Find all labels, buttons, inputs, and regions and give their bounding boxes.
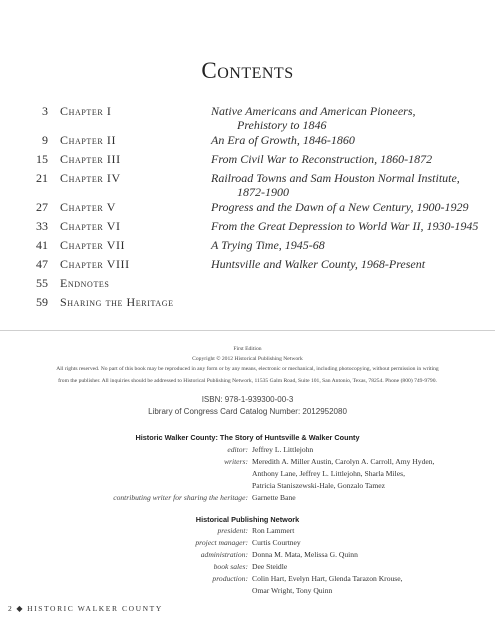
credit-name: Ron Lammert [252,526,295,535]
publisher-heading: Historical Publishing Network [195,515,300,524]
loc-number: Library of Congress Card Catalog Number: 2012952080 [148,407,347,416]
credit-role: book sales: [213,562,248,571]
toc-chapter-label: Chapter V [60,200,116,214]
toc-chapter-label: Chapter IV [60,171,121,185]
credit-name: Omar Wright, Tony Quinn [252,586,333,595]
toc-title-line: Railroad Towns and Sam Houston Normal Institute, [211,171,460,185]
toc-page-number: 9 [42,133,48,147]
credit-name: Garnette Bane [252,493,296,502]
toc-page-number: 47 [36,257,48,271]
page-footer [8,604,163,613]
toc-chapter-title [211,104,416,132]
credit-name: Colin Hart, Evelyn Hart, Glenda Tarazon Krouse, [252,574,403,583]
toc-chapter-label: Chapter VI [60,219,121,233]
toc-page-number: 41 [36,238,48,252]
footer-page-number: 2 [8,604,14,613]
toc-chapter-label: Chapter II [60,133,117,147]
footer-running-title: HISTORIC WALKER COUNTY [27,604,163,613]
toc-chapter-label: Sharing the Heritage [60,295,174,309]
toc-chapter-label: Endnotes [60,276,110,290]
divider [0,330,495,331]
rights-text-2: from the publisher. All inquiries should be addressed to Historical Publishing Network, 11535 Galm Road, Suite 101, San Antonio, Texas, 78254. Phone (800) 749-9790. [58,378,437,384]
credit-role: contributing writer for sharing the heritage: [113,493,248,502]
diamond-icon: ◆ [16,604,25,613]
isbn-text: ISBN: 978-1-939300-00-3 [201,395,294,404]
toc-chapter-label: Chapter VIII [60,257,130,271]
toc-chapter-title: From Civil War to Reconstruction, 1860-1872 [211,152,433,166]
toc-chapter-title: Huntsville and Walker County, 1968-Present [211,257,426,271]
credit-name: Patricia Staniszewski-Hale, Gonzalo Tamez [252,481,386,490]
edition-text: First Edition [233,346,262,352]
toc-chapter-title: From the Great Depression to World War II, 1930-1945 [211,219,479,233]
credit-name: Jeffrey L. Littlejohn [252,445,314,454]
toc-title-line: Native Americans and American Pioneers, [211,104,416,118]
credit-role: president: [217,526,248,535]
toc-chapter-title: An Era of Growth, 1846-1860 [211,133,355,147]
copyright-text: Copyright © 2012 Historical Publishing Network [192,356,303,362]
toc-title-line-2: Prehistory to 1846 [237,118,327,132]
credit-name: Meredith A. Miller Austin, Carolyn A. Carroll, Amy Hyden, [252,457,435,466]
toc-page-number: 15 [36,152,48,166]
credit-name: Dee Steidle [252,562,288,571]
credit-name: Donna M. Mata, Melissa G. Quinn [252,550,358,559]
credit-role: editor: [227,445,248,454]
credit-role: writers: [223,457,248,466]
toc-page-number: 21 [36,171,48,185]
page-title: Contents [201,58,294,83]
toc-page-number: 3 [42,104,48,118]
credit-role: administration: [200,550,248,559]
toc-chapter-title [211,171,460,199]
toc-title-line-2: 1872-1900 [237,185,289,199]
toc-page-number: 33 [36,219,48,233]
credit-name: Anthony Lane, Jeffrey L. Littlejohn, Sharla Miles, [252,469,405,478]
credit-name: Curtis Courtney [252,538,301,547]
toc-chapter-label: Chapter III [60,152,121,166]
credit-role: production: [212,574,248,583]
rights-text: All rights reserved. No part of this book may be reproduced in any form or by any means, electronic or mechanical, including photocopying, without permission in writing [56,366,439,372]
toc-page-number: 27 [36,200,48,214]
toc-chapter-label: Chapter VII [60,238,126,252]
toc-page-number: 55 [36,276,48,290]
book-credits-heading: Historic Walker County: The Story of Huntsville & Walker County [135,433,360,442]
toc-chapter-label: Chapter I [60,104,112,118]
credit-role: project manager: [195,538,248,547]
toc-chapter-title: Progress and the Dawn of a New Century, 1900-1929 [211,200,469,214]
toc-chapter-title: A Trying Time, 1945-68 [211,238,325,252]
toc-page-number: 59 [36,295,48,309]
